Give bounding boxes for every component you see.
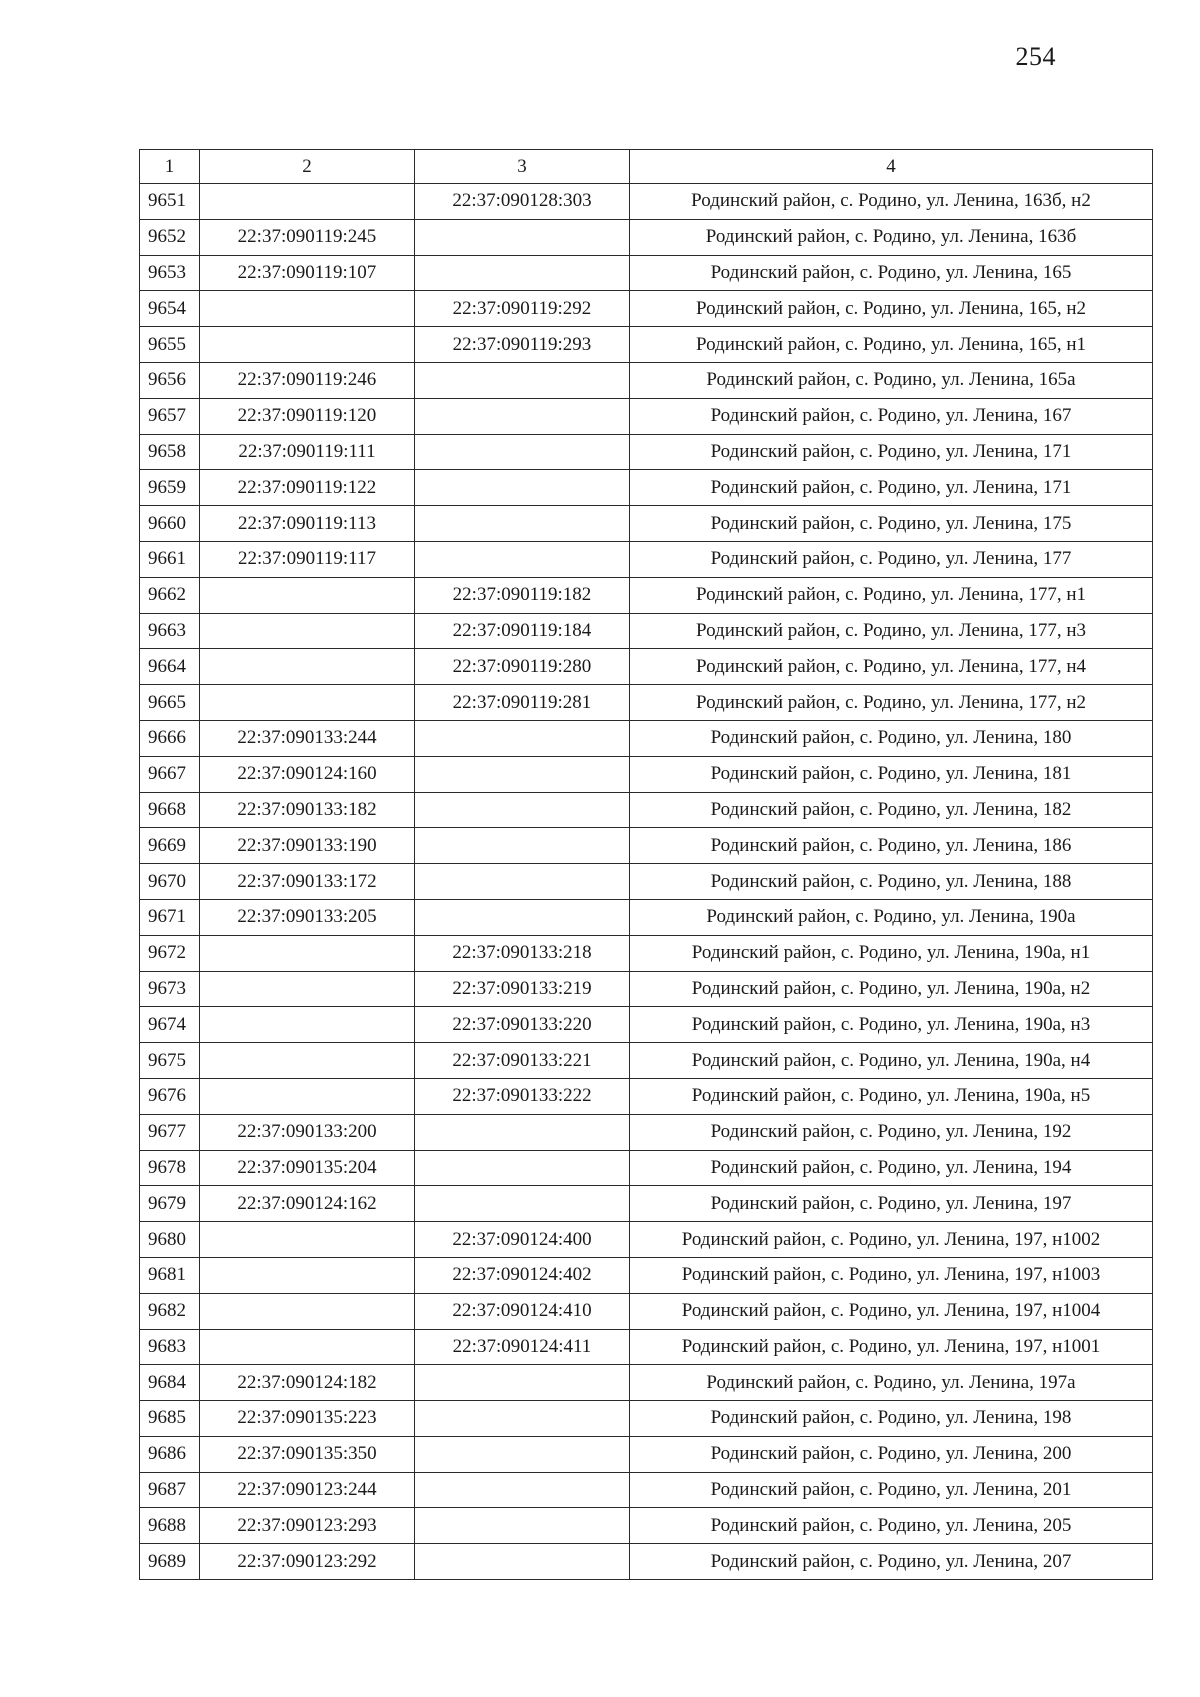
table-row xyxy=(140,1401,1153,1437)
row-number-cell: 9686 xyxy=(140,1436,200,1472)
table-row xyxy=(140,864,1153,900)
row-number-cell: 9653 xyxy=(140,255,200,291)
row-number-cell: 9654 xyxy=(140,291,200,327)
address-cell: Родинский район, с. Родино, ул. Ленина, 197, н1001 xyxy=(630,1329,1153,1365)
address-cell: Родинский район, с. Родино, ул. Ленина, 171 xyxy=(630,434,1153,470)
table-row xyxy=(140,434,1153,470)
row-number-cell: 9655 xyxy=(140,327,200,363)
cadastral-number-cell xyxy=(200,1329,415,1365)
table-row xyxy=(140,1436,1153,1472)
address-cell: Родинский район, с. Родино, ул. Ленина, 177, н1 xyxy=(630,577,1153,613)
address-cell: Родинский район, с. Родино, ул. Ленина, 190а, н5 xyxy=(630,1078,1153,1114)
address-cell: Родинский район, с. Родино, ул. Ленина, 177, н2 xyxy=(630,685,1153,721)
cadastral-number-alt-cell xyxy=(415,362,630,398)
address-cell: Родинский район, с. Родино, ул. Ленина, 171 xyxy=(630,470,1153,506)
row-number-cell: 9651 xyxy=(140,184,200,220)
cadastral-number-cell xyxy=(200,1043,415,1079)
cadastral-number-cell: 22:37:090133:244 xyxy=(200,720,415,756)
address-cell: Родинский район, с. Родино, ул. Ленина, 197, н1004 xyxy=(630,1293,1153,1329)
address-cell: Родинский район, с. Родино, ул. Ленина, 197а xyxy=(630,1365,1153,1401)
row-number-cell: 9685 xyxy=(140,1401,200,1437)
address-cell: Родинский район, с. Родино, ул. Ленина, 177, н3 xyxy=(630,613,1153,649)
row-number-cell: 9674 xyxy=(140,1007,200,1043)
cadastral-number-alt-cell: 22:37:090133:219 xyxy=(415,971,630,1007)
address-cell: Родинский район, с. Родино, ул. Ленина, 205 xyxy=(630,1508,1153,1544)
table-row xyxy=(140,255,1153,291)
address-cell: Родинский район, с. Родино, ул. Ленина, 186 xyxy=(630,828,1153,864)
cadastral-number-cell xyxy=(200,971,415,1007)
row-number-cell: 9677 xyxy=(140,1114,200,1150)
cadastral-number-alt-cell xyxy=(415,434,630,470)
cadastral-number-alt-cell xyxy=(415,1401,630,1437)
column-header-1: 1 xyxy=(140,150,200,184)
row-number-cell: 9659 xyxy=(140,470,200,506)
cadastral-number-cell: 22:37:090124:160 xyxy=(200,756,415,792)
table-body xyxy=(140,184,1153,1580)
address-cell: Родинский район, с. Родино, ул. Ленина, 165 xyxy=(630,255,1153,291)
cadastral-number-cell xyxy=(200,613,415,649)
address-cell: Родинский район, с. Родино, ул. Ленина, 197, н1003 xyxy=(630,1257,1153,1293)
cadastral-number-cell: 22:37:090133:190 xyxy=(200,828,415,864)
row-number-cell: 9672 xyxy=(140,935,200,971)
address-cell: Родинский район, с. Родино, ул. Ленина, 181 xyxy=(630,756,1153,792)
cadastral-number-cell: 22:37:090119:107 xyxy=(200,255,415,291)
row-number-cell: 9667 xyxy=(140,756,200,792)
row-number-cell: 9676 xyxy=(140,1078,200,1114)
cadastral-number-cell: 22:37:090119:246 xyxy=(200,362,415,398)
row-number-cell: 9687 xyxy=(140,1472,200,1508)
row-number-cell: 9661 xyxy=(140,541,200,577)
cadastral-number-alt-cell xyxy=(415,255,630,291)
address-cell: Родинский район, с. Родино, ул. Ленина, 163б xyxy=(630,219,1153,255)
cadastral-number-cell xyxy=(200,1222,415,1258)
cadastral-number-cell: 22:37:090119:111 xyxy=(200,434,415,470)
table-row xyxy=(140,577,1153,613)
cadastral-number-alt-cell xyxy=(415,864,630,900)
cadastral-number-alt-cell: 22:37:090133:218 xyxy=(415,935,630,971)
cadastral-number-cell: 22:37:090133:205 xyxy=(200,899,415,935)
address-cell: Родинский район, с. Родино, ул. Ленина, 182 xyxy=(630,792,1153,828)
table-row xyxy=(140,649,1153,685)
cadastral-number-alt-cell xyxy=(415,398,630,434)
table-row xyxy=(140,756,1153,792)
row-number-cell: 9684 xyxy=(140,1365,200,1401)
address-cell: Родинский район, с. Родино, ул. Ленина, 165а xyxy=(630,362,1153,398)
cadastral-number-alt-cell: 22:37:090119:182 xyxy=(415,577,630,613)
cadastral-number-cell: 22:37:090119:117 xyxy=(200,541,415,577)
cadastral-number-alt-cell xyxy=(415,1544,630,1580)
row-number-cell: 9656 xyxy=(140,362,200,398)
table-row xyxy=(140,1329,1153,1365)
address-cell: Родинский район, с. Родино, ул. Ленина, 175 xyxy=(630,506,1153,542)
cadastral-number-cell: 22:37:090123:244 xyxy=(200,1472,415,1508)
cadastral-number-alt-cell: 22:37:090133:221 xyxy=(415,1043,630,1079)
table-row xyxy=(140,1365,1153,1401)
table-row xyxy=(140,1508,1153,1544)
cadastral-number-alt-cell xyxy=(415,219,630,255)
row-number-cell: 9679 xyxy=(140,1186,200,1222)
cadastral-number-alt-cell: 22:37:090119:184 xyxy=(415,613,630,649)
cadastral-number-cell xyxy=(200,1257,415,1293)
address-cell: Родинский район, с. Родино, ул. Ленина, 190а, н2 xyxy=(630,971,1153,1007)
row-number-cell: 9664 xyxy=(140,649,200,685)
cadastral-number-alt-cell xyxy=(415,1150,630,1186)
cadastral-number-alt-cell: 22:37:090119:293 xyxy=(415,327,630,363)
table-row xyxy=(140,1544,1153,1580)
cadastral-number-alt-cell: 22:37:090133:222 xyxy=(415,1078,630,1114)
table-row xyxy=(140,291,1153,327)
cadastral-number-cell xyxy=(200,291,415,327)
cadastral-number-cell: 22:37:090124:162 xyxy=(200,1186,415,1222)
cadastral-number-alt-cell xyxy=(415,1114,630,1150)
address-cell: Родинский район, с. Родино, ул. Ленина, 163б, н2 xyxy=(630,184,1153,220)
address-cell: Родинский район, с. Родино, ул. Ленина, 201 xyxy=(630,1472,1153,1508)
cadastral-number-cell: 22:37:090119:245 xyxy=(200,219,415,255)
cadastral-number-alt-cell xyxy=(415,720,630,756)
table-row xyxy=(140,1186,1153,1222)
cadastral-number-alt-cell: 22:37:090124:410 xyxy=(415,1293,630,1329)
address-cell: Родинский район, с. Родино, ул. Ленина, 165, н2 xyxy=(630,291,1153,327)
table-row xyxy=(140,828,1153,864)
cadastral-number-cell: 22:37:090119:122 xyxy=(200,470,415,506)
cadastral-number-cell xyxy=(200,577,415,613)
row-number-cell: 9660 xyxy=(140,506,200,542)
cadastral-number-cell xyxy=(200,685,415,721)
table-row xyxy=(140,720,1153,756)
cadastral-number-alt-cell xyxy=(415,470,630,506)
cadastral-number-alt-cell: 22:37:090119:280 xyxy=(415,649,630,685)
address-cell: Родинский район, с. Родино, ул. Ленина, 180 xyxy=(630,720,1153,756)
cadastral-number-cell xyxy=(200,1078,415,1114)
table-row xyxy=(140,792,1153,828)
row-number-cell: 9681 xyxy=(140,1257,200,1293)
address-cell: Родинский район, с. Родино, ул. Ленина, 192 xyxy=(630,1114,1153,1150)
table-row xyxy=(140,1472,1153,1508)
row-number-cell: 9680 xyxy=(140,1222,200,1258)
row-number-cell: 9662 xyxy=(140,577,200,613)
table-row xyxy=(140,1222,1153,1258)
row-number-cell: 9669 xyxy=(140,828,200,864)
row-number-cell: 9688 xyxy=(140,1508,200,1544)
address-cell: Родинский район, с. Родино, ул. Ленина, 188 xyxy=(630,864,1153,900)
cadastral-number-cell: 22:37:090133:200 xyxy=(200,1114,415,1150)
address-cell: Родинский район, с. Родино, ул. Ленина, 198 xyxy=(630,1401,1153,1437)
cadastral-number-alt-cell xyxy=(415,828,630,864)
address-cell: Родинский район, с. Родино, ул. Ленина, 190а, н1 xyxy=(630,935,1153,971)
cadastral-number-cell: 22:37:090133:172 xyxy=(200,864,415,900)
cadastral-number-cell xyxy=(200,649,415,685)
row-number-cell: 9668 xyxy=(140,792,200,828)
cadastral-number-cell: 22:37:090133:182 xyxy=(200,792,415,828)
address-cell: Родинский район, с. Родино, ул. Ленина, 207 xyxy=(630,1544,1153,1580)
address-cell: Родинский район, с. Родино, ул. Ленина, 190а, н4 xyxy=(630,1043,1153,1079)
table-row xyxy=(140,398,1153,434)
address-cell: Родинский район, с. Родино, ул. Ленина, 197, н1002 xyxy=(630,1222,1153,1258)
table-row xyxy=(140,1043,1153,1079)
cadastral-number-cell xyxy=(200,1007,415,1043)
table-row xyxy=(140,899,1153,935)
address-cell: Родинский район, с. Родино, ул. Ленина, 194 xyxy=(630,1150,1153,1186)
cadastral-number-cell xyxy=(200,327,415,363)
table-row xyxy=(140,327,1153,363)
cadastral-number-alt-cell xyxy=(415,756,630,792)
cadastral-number-alt-cell: 22:37:090133:220 xyxy=(415,1007,630,1043)
row-number-cell: 9665 xyxy=(140,685,200,721)
table-row xyxy=(140,971,1153,1007)
address-cell: Родинский район, с. Родино, ул. Ленина, 200 xyxy=(630,1436,1153,1472)
cadastral-number-cell: 22:37:090119:120 xyxy=(200,398,415,434)
cadastral-number-cell xyxy=(200,1293,415,1329)
row-number-cell: 9675 xyxy=(140,1043,200,1079)
table-row xyxy=(140,1150,1153,1186)
cadastral-number-cell: 22:37:090135:350 xyxy=(200,1436,415,1472)
table-row xyxy=(140,506,1153,542)
cadastral-number-alt-cell xyxy=(415,1472,630,1508)
table-row xyxy=(140,541,1153,577)
address-cell: Родинский район, с. Родино, ул. Ленина, 190а xyxy=(630,899,1153,935)
cadastral-number-cell: 22:37:090135:223 xyxy=(200,1401,415,1437)
cadastral-number-alt-cell xyxy=(415,1365,630,1401)
cadastral-number-alt-cell: 22:37:090124:402 xyxy=(415,1257,630,1293)
table-row xyxy=(140,470,1153,506)
row-number-cell: 9682 xyxy=(140,1293,200,1329)
address-cell: Родинский район, с. Родино, ул. Ленина, 197 xyxy=(630,1186,1153,1222)
cadastral-number-cell: 22:37:090123:292 xyxy=(200,1544,415,1580)
row-number-cell: 9673 xyxy=(140,971,200,1007)
page-number: 254 xyxy=(1015,42,1056,71)
address-cell: Родинский район, с. Родино, ул. Ленина, 190а, н3 xyxy=(630,1007,1153,1043)
cadastral-number-cell: 22:37:090123:293 xyxy=(200,1508,415,1544)
row-number-cell: 9657 xyxy=(140,398,200,434)
table-row xyxy=(140,613,1153,649)
cadastral-number-alt-cell xyxy=(415,541,630,577)
cadastral-number-alt-cell: 22:37:090124:411 xyxy=(415,1329,630,1365)
column-header-3: 3 xyxy=(415,150,630,184)
address-cell: Родинский район, с. Родино, ул. Ленина, 167 xyxy=(630,398,1153,434)
cadastral-number-alt-cell: 22:37:090124:400 xyxy=(415,1222,630,1258)
table-row xyxy=(140,685,1153,721)
table-row xyxy=(140,935,1153,971)
table-row xyxy=(140,1078,1153,1114)
row-number-cell: 9670 xyxy=(140,864,200,900)
column-header-4: 4 xyxy=(630,150,1153,184)
cadastral-number-cell: 22:37:090124:182 xyxy=(200,1365,415,1401)
table-row xyxy=(140,362,1153,398)
cadastral-number-alt-cell xyxy=(415,506,630,542)
address-cell: Родинский район, с. Родино, ул. Ленина, 177, н4 xyxy=(630,649,1153,685)
cadastral-number-alt-cell: 22:37:090128:303 xyxy=(415,184,630,220)
registry-table xyxy=(139,149,1153,1580)
address-cell: Родинский район, с. Родино, ул. Ленина, 165, н1 xyxy=(630,327,1153,363)
cadastral-number-cell xyxy=(200,184,415,220)
cadastral-number-alt-cell xyxy=(415,1508,630,1544)
cadastral-number-alt-cell xyxy=(415,792,630,828)
address-cell: Родинский район, с. Родино, ул. Ленина, 177 xyxy=(630,541,1153,577)
table-row xyxy=(140,1257,1153,1293)
row-number-cell: 9666 xyxy=(140,720,200,756)
row-number-cell: 9652 xyxy=(140,219,200,255)
cadastral-number-alt-cell xyxy=(415,1186,630,1222)
cadastral-number-cell xyxy=(200,935,415,971)
table-row xyxy=(140,219,1153,255)
table-row xyxy=(140,1114,1153,1150)
cadastral-number-alt-cell: 22:37:090119:292 xyxy=(415,291,630,327)
row-number-cell: 9671 xyxy=(140,899,200,935)
cadastral-number-alt-cell xyxy=(415,1436,630,1472)
row-number-cell: 9683 xyxy=(140,1329,200,1365)
cadastral-number-alt-cell: 22:37:090119:281 xyxy=(415,685,630,721)
row-number-cell: 9678 xyxy=(140,1150,200,1186)
table-header-row xyxy=(140,150,1153,184)
column-header-2: 2 xyxy=(200,150,415,184)
table-row xyxy=(140,184,1153,220)
row-number-cell: 9663 xyxy=(140,613,200,649)
row-number-cell: 9689 xyxy=(140,1544,200,1580)
cadastral-number-alt-cell xyxy=(415,899,630,935)
row-number-cell: 9658 xyxy=(140,434,200,470)
cadastral-number-cell: 22:37:090119:113 xyxy=(200,506,415,542)
table-row xyxy=(140,1293,1153,1329)
table-row xyxy=(140,1007,1153,1043)
cadastral-number-cell: 22:37:090135:204 xyxy=(200,1150,415,1186)
